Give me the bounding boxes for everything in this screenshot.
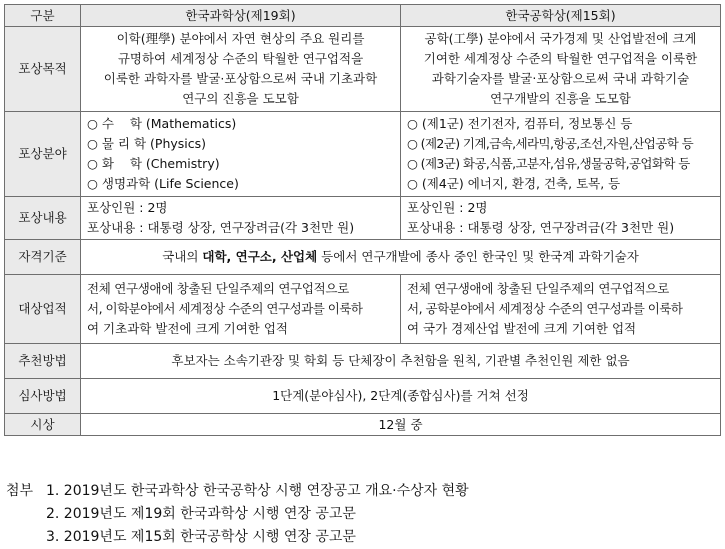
target-engineering-line-2: 서, 공학분야에서 세계정상 수준의 연구성과를 이룩하 xyxy=(407,301,683,316)
review-text: 1단계(분야심사), 2단계(종합심사)를 거쳐 선정 xyxy=(81,379,721,414)
ceremony-text: 12월 중 xyxy=(81,414,721,436)
attachments-list xyxy=(6,480,469,549)
award-engineering-prize: 포상내용 : 대통령 상장, 연구장려금(각 3천만 원) xyxy=(407,220,675,235)
row-award xyxy=(5,197,721,240)
field-science-item-1: ○ 수 학 (Mathematics) xyxy=(87,116,237,131)
label-recommend: 추천방법 xyxy=(5,344,81,379)
attachment-item-3: 3. 2019년도 제15회 한국공학상 시행 연장 공고문 xyxy=(46,529,356,545)
award-engineering xyxy=(401,197,721,240)
purpose-engineering-line-1: 공학(工學) 분야에서 국가경제 및 산업발전에 크게 xyxy=(424,31,697,46)
row-field xyxy=(5,112,721,197)
target-engineering-line-1: 전체 연구생애에 창출된 단일주제의 연구업적으로 xyxy=(407,281,669,296)
header-category: 구분 xyxy=(5,5,81,27)
label-ceremony: 시상 xyxy=(5,414,81,436)
purpose-engineering-line-4: 연구개발의 진흥을 도모함 xyxy=(490,91,631,106)
award-info-table xyxy=(4,4,721,436)
attachment-item xyxy=(6,503,469,526)
row-purpose xyxy=(5,27,721,112)
attachment-item xyxy=(6,480,469,503)
header-science-award: 한국과학상(제19회) xyxy=(81,5,401,27)
label-award: 포상내용 xyxy=(5,197,81,240)
label-field: 포상분야 xyxy=(5,112,81,197)
field-engineering-item-1: ○ (제1군) 전기전자, 컴퓨터, 정보통신 등 xyxy=(407,116,633,131)
field-science xyxy=(81,112,401,197)
qualification-bold-institutions: 대학, 연구소, 산업체 xyxy=(202,249,318,264)
field-science-item-3: ○ 화 학 (Chemistry) xyxy=(87,156,220,171)
field-engineering xyxy=(401,112,721,197)
purpose-science xyxy=(81,27,401,112)
purpose-science-line-2: 규명하여 세계정상 수준의 탁월한 연구업적을 xyxy=(117,51,364,66)
row-target xyxy=(5,275,721,344)
qualification-suffix: 등에서 연구개발에 종사 중인 한국인 및 한국계 과학기술자 xyxy=(317,249,639,264)
purpose-science-line-3: 이룩한 과학자를 발굴·포상함으로써 국내 기초과학 xyxy=(103,71,378,86)
row-review xyxy=(5,379,721,414)
row-recommend xyxy=(5,344,721,379)
target-science xyxy=(81,275,401,344)
award-science xyxy=(81,197,401,240)
label-purpose: 포상목적 xyxy=(5,27,81,112)
award-science-prize: 포상내용 : 대통령 상장, 연구장려금(각 3천만 원) xyxy=(87,220,355,235)
label-review: 심사방법 xyxy=(5,379,81,414)
target-science-line-1: 전체 연구생애에 창출된 단일주제의 연구업적으로 xyxy=(87,281,349,296)
header-engineering-award: 한국공학상(제15회) xyxy=(401,5,721,27)
field-engineering-item-4: ○ (제4군) 에너지, 환경, 건축, 토목, 등 xyxy=(407,176,621,191)
recommend-text: 후보자는 소속기관장 및 학회 등 단체장이 추천함을 원칙, 기관별 추천인원 제한 없음 xyxy=(81,344,721,379)
purpose-science-line-1: 이학(理學) 분야에서 자연 현상의 주요 원리를 xyxy=(116,31,365,46)
row-ceremony xyxy=(5,414,721,436)
field-science-item-2: ○ 물 리 학 (Physics) xyxy=(87,136,207,151)
target-engineering-line-3: 여 국가 경제산업 발전에 크게 기여한 업적 xyxy=(407,321,637,336)
target-engineering xyxy=(401,275,721,344)
qualification-prefix: 국내의 xyxy=(162,249,203,264)
purpose-engineering-line-3: 과학기술자를 발굴‧포상함으로써 국내 과학기술 xyxy=(431,71,690,86)
qualification-text xyxy=(81,240,721,275)
field-science-item-4: ○ 생명과학 (Life Science) xyxy=(87,176,239,191)
purpose-engineering xyxy=(401,27,721,112)
purpose-science-line-4: 연구의 진흥을 도모함 xyxy=(182,91,299,106)
award-science-count: 포상인원 : 2명 xyxy=(87,200,168,215)
attachments-prefix: 첨부 xyxy=(6,483,34,499)
target-science-line-3: 여 기초과학 발전에 크게 기여한 업적 xyxy=(87,321,288,336)
label-target: 대상업적 xyxy=(5,275,81,344)
attachment-item xyxy=(6,526,469,549)
field-engineering-item-3: ○ (제3군) 화공,식품,고분자,섬유,생물공학,공업화학 등 xyxy=(407,156,690,171)
attachment-item-2: 2. 2019년도 제19회 한국과학상 시행 연장 공고문 xyxy=(46,506,356,522)
attachment-item-1: 1. 2019년도 한국과학상 한국공학상 시행 연장공고 개요·수상자 현황 xyxy=(46,483,469,499)
purpose-engineering-line-2: 기여한 세계정상 수준의 탁월한 연구업적을 이룩한 xyxy=(423,51,698,66)
target-science-line-2: 서, 이학분야에서 세계정상 수준의 연구성과를 이룩하 xyxy=(87,301,363,316)
row-qualification xyxy=(5,240,721,275)
label-qualification: 자격기준 xyxy=(5,240,81,275)
field-engineering-item-2: ○ (제2군) 기계,금속,세라믹,항공,조선,자원,산업공학 등 xyxy=(407,136,694,151)
header-row xyxy=(5,5,721,27)
award-engineering-count: 포상인원 : 2명 xyxy=(407,200,488,215)
